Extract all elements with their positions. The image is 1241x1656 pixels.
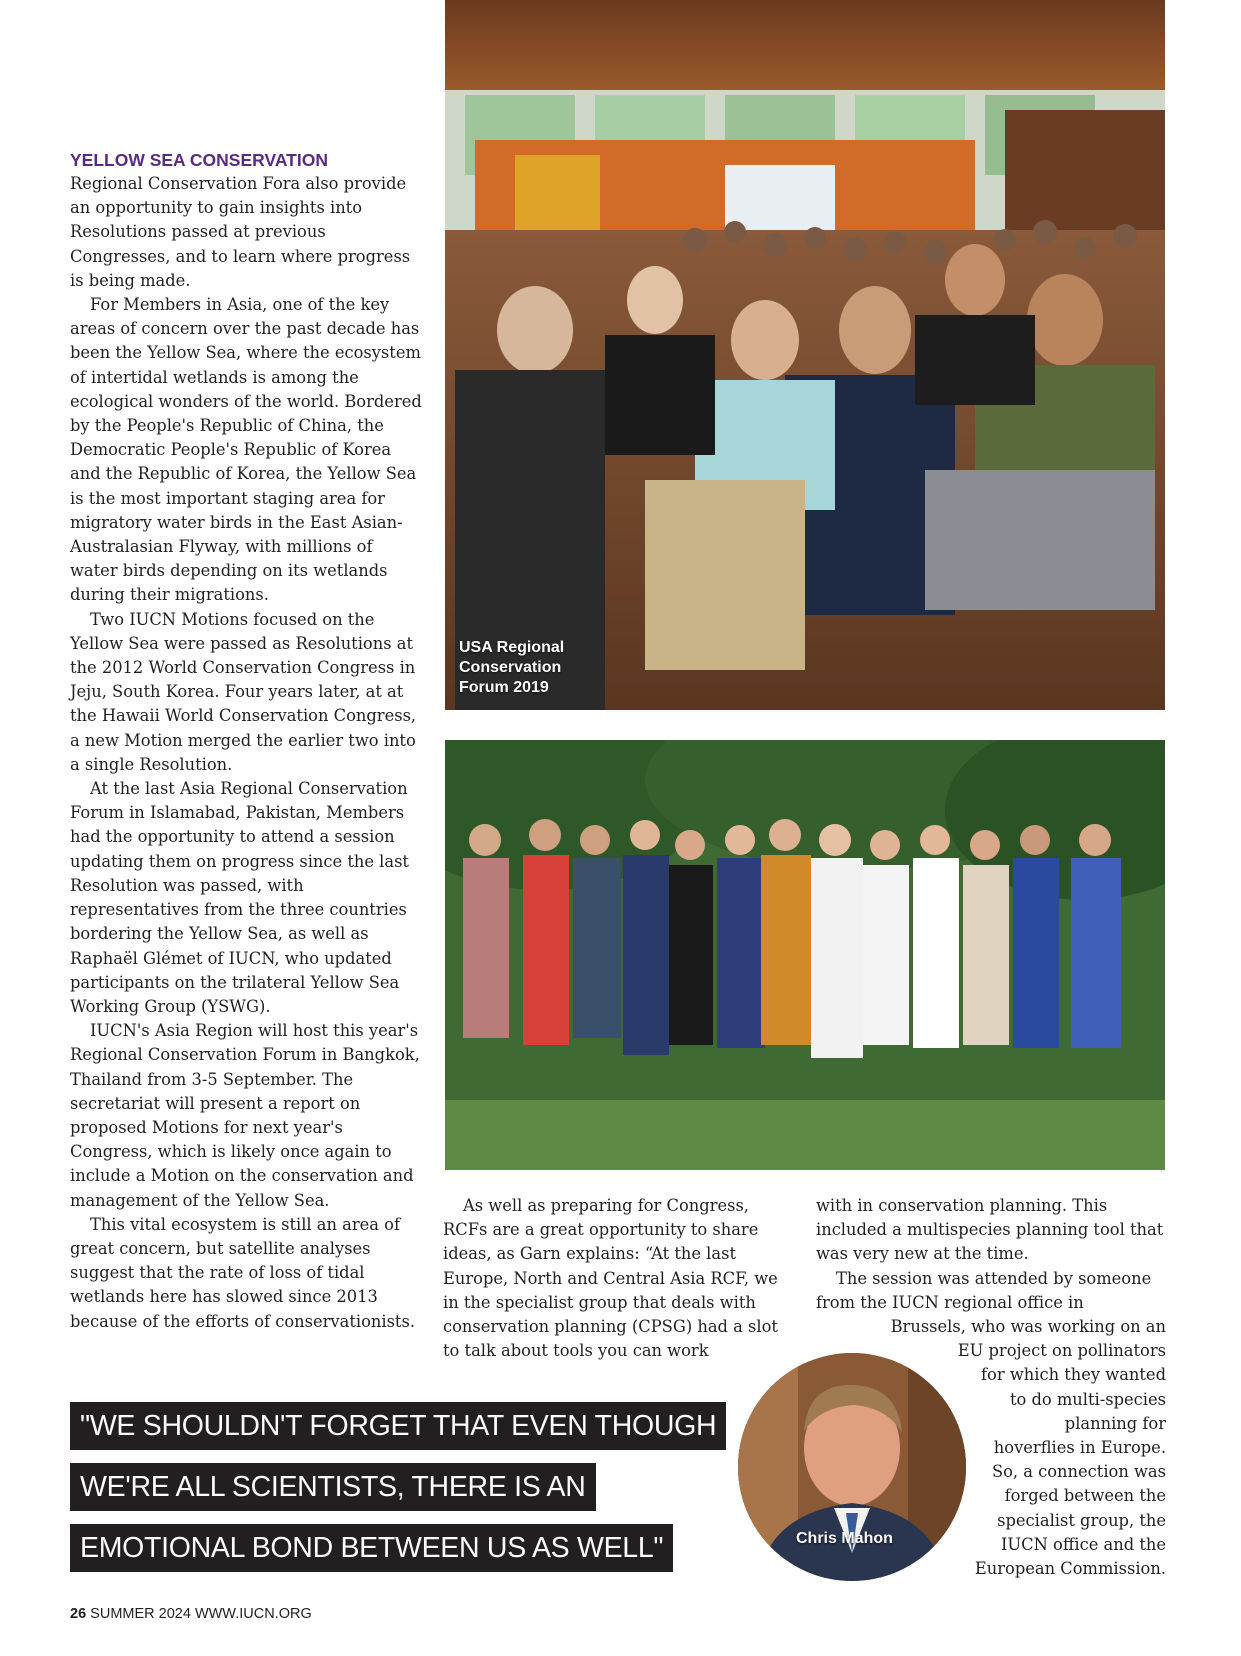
paragraph: IUCN's Asia Region will host this year's Regional Conservation Forum in Bangkok, Thailand from 3-5 September. The secretariat will present a report on proposed Motions for next year's Congress, which is likely once again to include a Motion on the conservation and management of the Yellow Sea. [70,1021,420,1210]
group-photo [445,740,1165,1170]
paragraph: At the last Asia Regional Conservation Forum in Islamabad, Pakistan, Members had the opportunity to attend a session updating them on progress since the last Resolution was passed, with representatives from the three countries bordering the Yellow Sea, as well as Raphaël Glémet of IUCN, who updated participants on the trilateral Yellow Sea Working Group (YSWG). [70,779,409,1016]
text-line: hoverflies in Europe. [993,1438,1166,1458]
section-heading: YELLOW SEA CONSERVATION [70,150,328,170]
page-footer [70,1606,312,1622]
text-line: Brussels, who was working on an [890,1317,1166,1336]
text-line: European Commission. [974,1559,1166,1579]
issue-label: SUMMER 2024 [90,1606,191,1622]
audience-illustration [445,0,1165,710]
paragraph: Two IUCN Motions focused on the Yellow Sea were passed as Resolutions at the 2012 World Conservation Congress in Jeju, South Korea. Four years later, at at the Hawaii World Conservation Congress, a new Motion merged the earlier two into a single Resolution. [70,609,417,774]
paragraph: This vital ecosystem is still an area of great concern, but satellite analyses suggest that the rate of loss of tidal wetlands here has slowed since 2013 because of the efforts of conservationists. [70,1214,415,1331]
right-column [816,1194,1166,1315]
caption-line: Forum 2019 [459,679,549,696]
left-column [70,148,422,1334]
caption-line: Conservation [459,659,562,676]
paragraph: with in conservation planning. This included a multispecies planning tool that was very new at the time. [816,1196,1164,1264]
text-line: for which they wanted [981,1365,1166,1385]
portrait-caption: Chris Mahon [796,1530,893,1547]
text-line: EU project on pollinators [957,1341,1166,1361]
text-line: So, a connection was [991,1462,1166,1482]
quote-line: WE'RE ALL SCIENTISTS, THERE IS AN [70,1463,596,1511]
caption-line: USA Regional [459,639,565,656]
text-line: forged between the [1004,1486,1166,1506]
group-illustration [445,740,1165,1170]
paragraph: The session was attended by someone from the IUCN regional office in [816,1268,1152,1312]
pull-quote [70,1402,730,1585]
photo-caption [459,638,599,698]
paragraph: For Members in Asia, one of the key areas of concern over the past decade has been the Yellow Sea, where the ecosystem of intertidal wetlands is among the ecological wonders of the world. Bordered by the People's Republic of China, the Democratic People's Republic of Korea and the Republic of Korea, the Yellow Sea is the most important staging area for migratory water birds in the East Asian-Australasian Flyway, with millions of water birds depending on its wetlands during their migrations. [70,295,422,605]
text-line: to do multi-species [1009,1389,1166,1409]
quote-line: "WE SHOULDN'T FORGET THAT EVEN THOUGH [70,1402,726,1450]
text-line: IUCN office and the [1001,1534,1166,1554]
website-url: WWW.IUCN.ORG [194,1606,312,1622]
quote-line: EMOTIONAL BOND BETWEEN US AS WELL" [70,1524,673,1572]
text-line: planning for [1064,1413,1166,1433]
paragraph: As well as preparing for Congress, RCFs are a great opportunity to share ideas, as Garn explains: “At the last Europe, North and Central Asia RCF, we in the specialist group that deals with conservation planning (CPSG) had a slot to talk about tools you can work [443,1196,778,1361]
paragraph: Regional Conservation Fora also provide an opportunity to gain insights into Resolutions passed at previous Congresses, and to learn where progress is being made. [70,174,411,290]
middle-column [443,1194,779,1363]
page-number: 26 [70,1606,87,1622]
text-line: specialist group, the [997,1510,1166,1530]
forum-audience-photo [445,0,1165,710]
